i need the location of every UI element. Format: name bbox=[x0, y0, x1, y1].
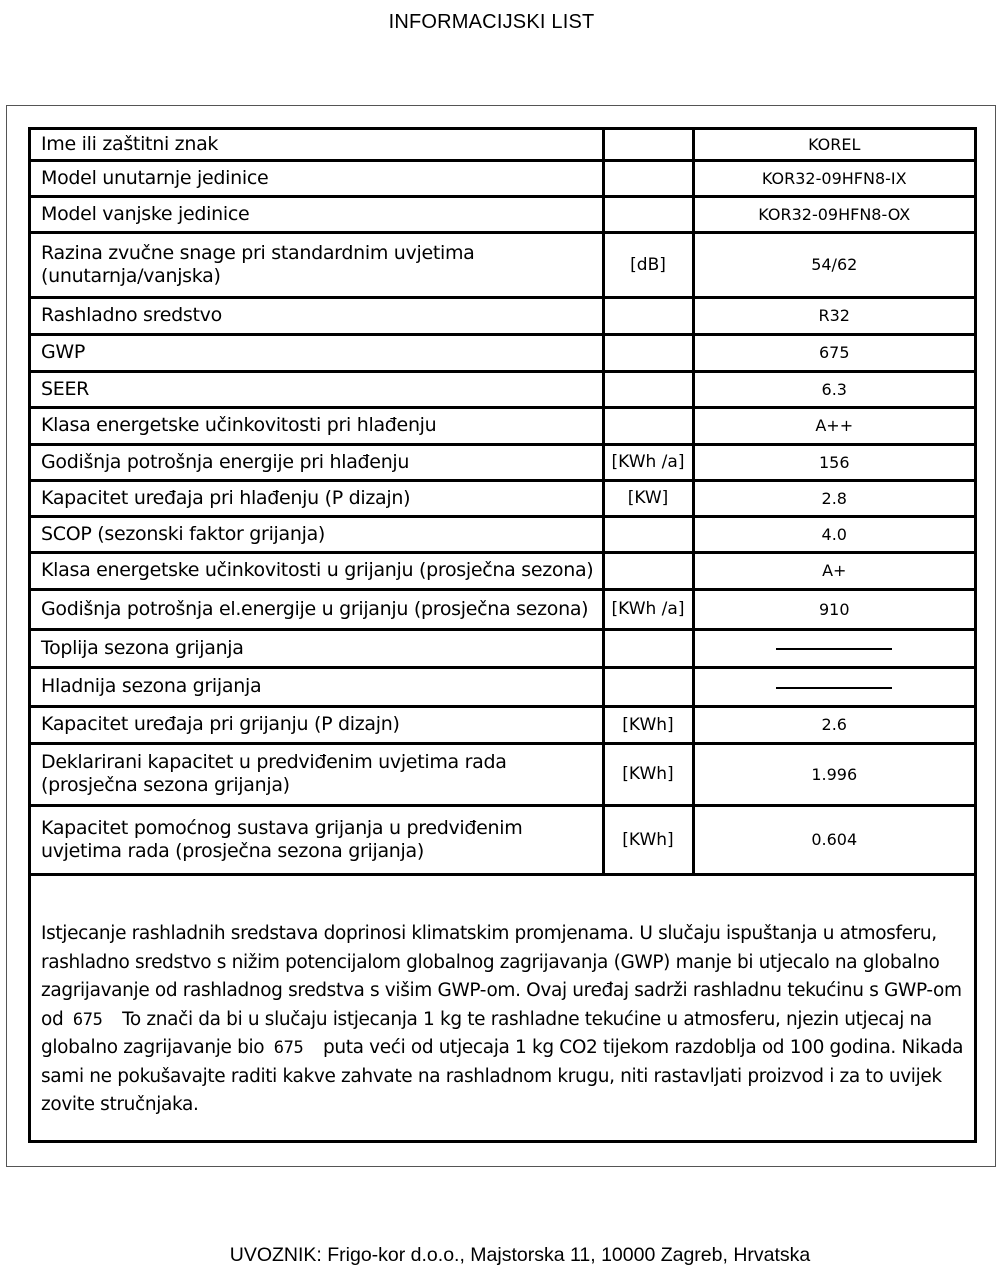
spec-unit bbox=[603, 130, 693, 160]
spec-value: 910 bbox=[693, 589, 974, 629]
spec-row bbox=[31, 706, 974, 743]
spec-value: KOR32-09HFN8-OX bbox=[693, 196, 974, 232]
spec-label: Toplija sezona grijanja bbox=[31, 629, 603, 667]
spec-value: 675 bbox=[693, 334, 974, 371]
spec-value: 54/62 bbox=[693, 232, 974, 297]
spec-row bbox=[31, 552, 974, 589]
spec-unit bbox=[603, 334, 693, 371]
spec-label: SCOP (sezonski faktor grijanja) bbox=[31, 516, 603, 552]
spec-label: GWP bbox=[31, 334, 603, 371]
spec-row bbox=[31, 516, 974, 552]
spec-value: 6.3 bbox=[693, 371, 974, 407]
spec-label: Razina zvučne snage pri standardnim uvjetima (unutarnja/vanjska) bbox=[31, 232, 603, 297]
spec-value: 1.996 bbox=[693, 743, 974, 805]
spec-unit bbox=[603, 371, 693, 407]
spec-row bbox=[31, 297, 974, 334]
notice-gwp-value-1: 675 bbox=[72, 1009, 103, 1030]
spec-row bbox=[31, 232, 974, 297]
spec-table bbox=[31, 130, 974, 876]
spec-unit: [KWh /a] bbox=[603, 444, 693, 480]
spec-row bbox=[31, 160, 974, 196]
spec-value: 4.0 bbox=[693, 516, 974, 552]
spec-unit bbox=[603, 160, 693, 196]
notice-text-1: Istjecanje rashladnih sredstava doprinosi klimatskim promjenama. U slučaju ispuštanja u atmosferu, rashladno sredstvo s nižim potencijalom globalnog zagrijavanja (GWP) manje bi utjecalo na globalno zagrijavanje od rashladnog sredstva s višim GWP-om. Ovaj uređaj sadrži rashladnu tekućinu s GWP-om od bbox=[41, 923, 962, 1030]
spec-unit: [KWh] bbox=[603, 706, 693, 743]
empty-value-dash bbox=[776, 648, 892, 650]
spec-label: Hladnija sezona grijanja bbox=[31, 667, 603, 706]
spec-unit: [KWh /a] bbox=[603, 589, 693, 629]
spec-label: Klasa energetske učinkovitosti u grijanju (prosječna sezona) bbox=[31, 552, 603, 589]
spec-row bbox=[31, 667, 974, 706]
spec-value: 0.604 bbox=[693, 805, 974, 874]
spec-row bbox=[31, 407, 974, 444]
spec-row bbox=[31, 444, 974, 480]
spec-label: SEER bbox=[31, 371, 603, 407]
spec-label: Kapacitet pomoćnog sustava grijanja u predviđenim uvjetima rada (prosječna sezona grijanja) bbox=[31, 805, 603, 874]
spec-label: Ime ili zaštitni znak bbox=[31, 130, 603, 160]
spec-value: A+ bbox=[693, 552, 974, 589]
spec-unit bbox=[603, 516, 693, 552]
spec-row bbox=[31, 805, 974, 874]
spec-label: Deklarirani kapacitet u predviđenim uvjetima rada (prosječna sezona grijanja) bbox=[31, 743, 603, 805]
spec-value bbox=[693, 667, 974, 706]
spec-label: Kapacitet uređaja pri hlađenju (P dizajn) bbox=[31, 480, 603, 516]
spec-value: 2.6 bbox=[693, 706, 974, 743]
spec-row bbox=[31, 196, 974, 232]
page-title: INFORMACIJSKI LIST bbox=[388, 11, 595, 33]
spec-value: KOR32-09HFN8-IX bbox=[693, 160, 974, 196]
info-box bbox=[28, 127, 977, 1143]
spec-unit: [KWh] bbox=[603, 743, 693, 805]
spec-unit bbox=[603, 629, 693, 667]
spec-label: Rashladno sredstvo bbox=[31, 297, 603, 334]
spec-row bbox=[31, 743, 974, 805]
spec-row bbox=[31, 334, 974, 371]
spec-row bbox=[31, 629, 974, 667]
spec-value: A++ bbox=[693, 407, 974, 444]
spec-value: KOREL bbox=[693, 130, 974, 160]
spec-label: Model unutarnje jedinice bbox=[31, 160, 603, 196]
spec-label: Model vanjske jedinice bbox=[31, 196, 603, 232]
spec-unit bbox=[603, 667, 693, 706]
spec-row bbox=[31, 130, 974, 160]
spec-unit bbox=[603, 297, 693, 334]
importer-footer: UVOZNIK: Frigo-kor d.o.o., Majstorska 11, 10000 Zagreb, Hrvatska bbox=[229, 1244, 811, 1266]
spec-unit bbox=[603, 407, 693, 444]
notice-gwp-value-2: 675 bbox=[273, 1038, 304, 1058]
spec-unit: [KW] bbox=[603, 480, 693, 516]
spec-unit bbox=[603, 552, 693, 589]
notice-text-2: To znači da bi u slučaju istjecanja 1 kg te rashladne tekućine u atmosferu, njezin utjecaj na globalno zagrijavanje bio bbox=[41, 1008, 932, 1058]
spec-row bbox=[31, 371, 974, 407]
notice-text-3: puta veći od utjecaja 1 kg CO2 tijekom razdoblja od 100 godina. Nikada sami ne pokušavajte raditi kakve zahvate na rashladnom krugu, niti rastavljati proizvod i za to uvijek zovite stručnjaka. bbox=[41, 1037, 964, 1115]
spec-unit: [KWh] bbox=[603, 805, 693, 874]
spec-label: Godišnja potrošnja energije pri hlađenju bbox=[31, 444, 603, 480]
spec-label: Godišnja potrošnja el.energije u grijanju (prosječna sezona) bbox=[31, 589, 603, 629]
spec-label: Klasa energetske učinkovitosti pri hlađenju bbox=[31, 407, 603, 444]
spec-unit bbox=[603, 196, 693, 232]
empty-value-dash bbox=[776, 687, 892, 689]
spec-value bbox=[693, 629, 974, 667]
spec-value: R32 bbox=[693, 297, 974, 334]
spec-value: 156 bbox=[693, 444, 974, 480]
refrigerant-notice bbox=[41, 920, 976, 1120]
spec-value: 2.8 bbox=[693, 480, 974, 516]
spec-row bbox=[31, 480, 974, 516]
spec-label: Kapacitet uređaja pri grijanju (P dizajn) bbox=[31, 706, 603, 743]
spec-unit: [dB] bbox=[603, 232, 693, 297]
spec-row bbox=[31, 589, 974, 629]
